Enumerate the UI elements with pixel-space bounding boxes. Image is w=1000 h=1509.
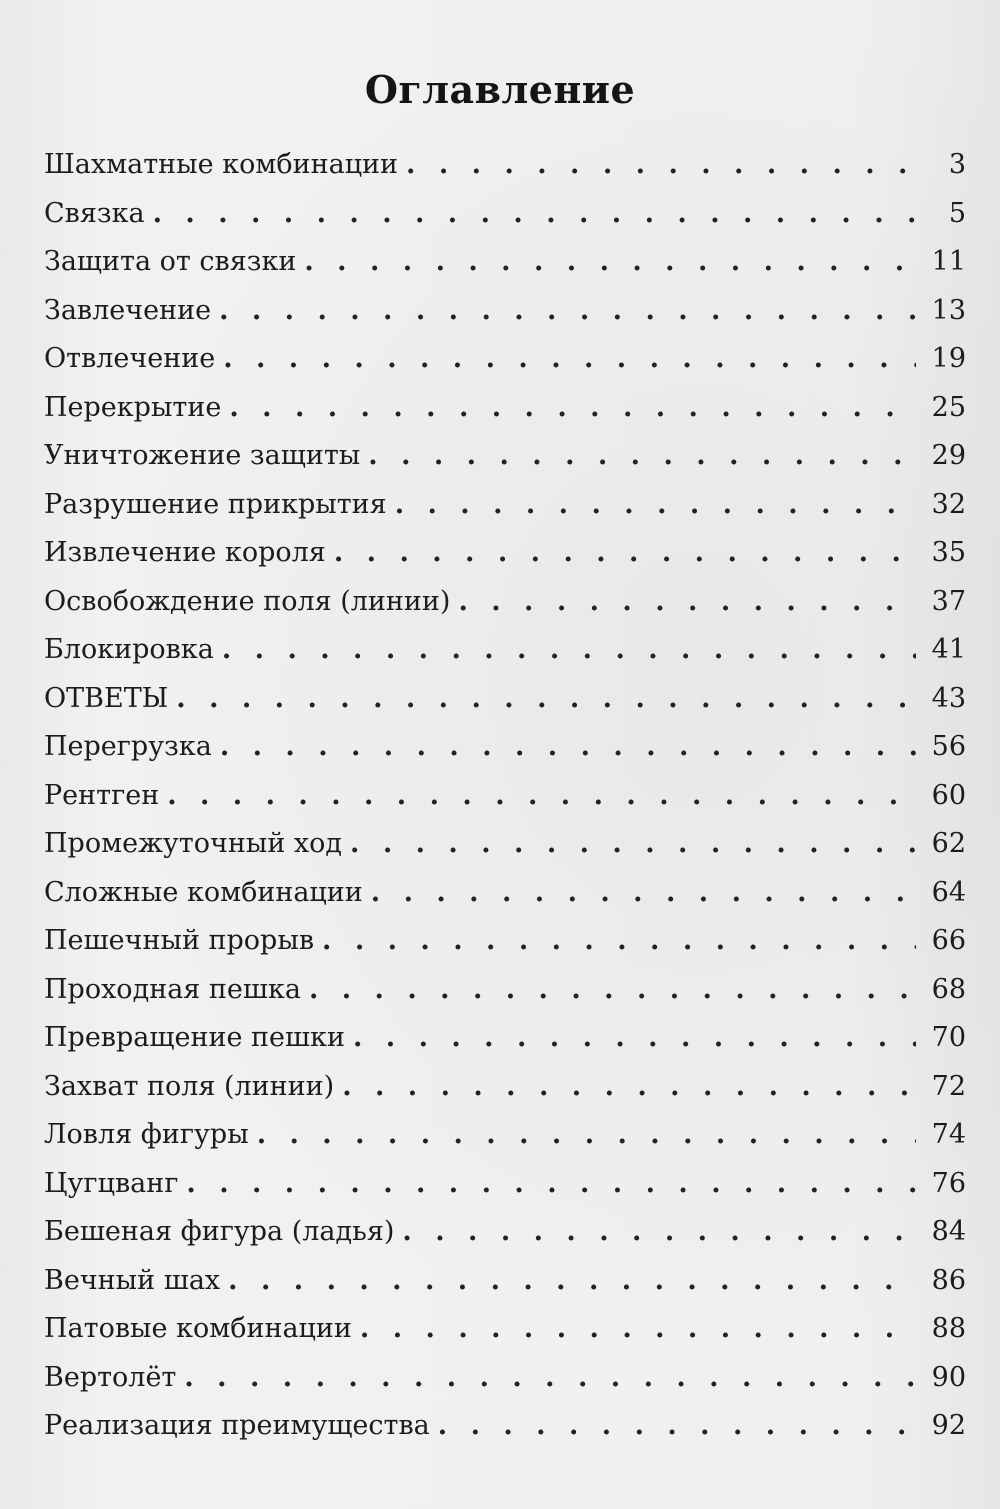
toc-entry [44,1354,966,1403]
toc-entry-page-number: 37 [931,585,966,617]
toc-entry [44,141,966,190]
table-of-contents [44,141,966,1451]
toc-entry [44,1257,966,1306]
toc-entry-page-number: 5 [948,197,966,229]
toc-entry-page-number: 3 [948,149,966,180]
dot-leader [219,287,916,335]
dot-leader [353,1014,916,1062]
dot-leader [368,432,916,480]
dot-leader [184,1354,916,1402]
toc-entry [44,1063,966,1112]
toc-entry-title: Отвлечение [44,343,216,374]
toc-entry-title: Перегрузка [44,731,212,762]
toc-entry [44,481,966,530]
toc-entry [44,1160,966,1209]
toc-entry-title: Перекрытие [44,391,222,423]
toc-entry-title: Ловля фигуры [44,1119,249,1150]
toc-entry [44,287,966,336]
toc-entry [44,190,966,239]
page-title: Оглавление [364,67,636,113]
toc-entry-page-number: 56 [931,731,966,762]
dot-leader [229,384,916,432]
toc-entry-page-number: 60 [931,779,966,811]
toc-entry [44,335,966,384]
toc-entry [44,917,966,966]
toc-entry-title: Пешечный прорыв [44,925,315,956]
toc-entry-page-number: 29 [931,440,966,471]
dot-leader [222,626,916,674]
dot-leader [406,141,916,189]
toc-entry-title: Цугцванг [44,1167,179,1199]
toc-entry [44,820,966,869]
dot-leader [304,238,916,286]
toc-entry [44,1014,966,1063]
toc-entry [44,772,966,821]
dot-leader [350,820,916,868]
dot-leader [167,772,916,820]
toc-entry-page-number: 66 [931,925,966,956]
toc-entry [44,626,966,675]
toc-entry-page-number: 35 [931,537,966,568]
toc-entry-title: Связка [44,197,145,229]
toc-entry-title: Реализация преимущества [44,1410,430,1441]
dot-leader [395,481,916,529]
toc-entry-page-number: 86 [931,1264,966,1296]
toc-entry-page-number: 74 [931,1119,966,1150]
toc-entry [44,1208,966,1257]
toc-entry-title: Освобождение поля (линии) [44,585,451,617]
toc-entry-page-number: 25 [931,391,966,423]
toc-entry [44,238,966,287]
toc-entry [44,966,966,1015]
toc-entry-page-number: 92 [931,1410,966,1441]
dot-leader [309,966,916,1014]
toc-entry-page-number: 88 [931,1313,966,1344]
toc-entry-title: Рентген [44,779,160,811]
dot-leader [322,917,916,965]
toc-entry-title: Превращение пешки [44,1022,345,1053]
toc-entry-title: Патовые комбинации [44,1313,352,1344]
toc-entry-page-number: 13 [931,294,966,326]
toc-entry-page-number: 11 [931,246,966,277]
dot-leader [223,335,916,383]
dot-leader [438,1402,916,1450]
dot-leader [220,723,916,771]
toc-entry-title: Проходная пешка [44,973,301,1005]
dot-leader [334,529,916,577]
toc-entry-title: Захват поля (линии) [44,1070,335,1102]
dot-leader [402,1208,916,1256]
toc-entry-title: Уничтожение защиты [44,440,361,471]
toc-entry-page-number: 32 [931,488,966,520]
toc-entry-page-number: 72 [931,1070,966,1102]
dot-leader [458,578,916,626]
toc-entry [44,723,966,772]
toc-entry-page-number: 68 [931,973,966,1005]
toc-entry [44,529,966,578]
toc-entry [44,675,966,724]
toc-entry [44,1402,966,1451]
toc-entry [44,1111,966,1160]
toc-entry [44,578,966,627]
toc-entry-title: Защита от связки [44,246,297,277]
toc-entry-page-number: 19 [931,343,966,374]
toc-entry-title: Извлечение короля [44,537,326,568]
toc-entry-title: Завлечение [44,294,212,326]
toc-entry-title: Блокировка [44,634,214,665]
toc-entry-title: Разрушение прикрытия [44,488,387,520]
dot-leader [186,1160,916,1208]
dot-leader [371,869,916,917]
dot-leader [176,675,916,723]
toc-entry-page-number: 64 [931,876,966,908]
dot-leader [257,1111,916,1159]
dot-leader [360,1305,916,1353]
toc-entry [44,869,966,918]
toc-entry-page-number: 76 [931,1167,966,1199]
toc-entry-page-number: 62 [931,828,966,859]
toc-entry-page-number: 70 [931,1022,966,1053]
toc-entry-title: Шахматные комбинации [44,149,399,180]
toc-entry-title: Вечный шах [44,1264,221,1296]
toc-entry-page-number: 90 [931,1361,966,1393]
toc-entry-title: Сложные комбинации [44,876,363,908]
toc-entry [44,432,966,481]
dot-leader [228,1257,916,1305]
toc-entry-title: ОТВЕТЫ [44,682,169,714]
toc-entry [44,1305,966,1354]
toc-entry-page-number: 84 [931,1216,966,1247]
toc-entry-title: Промежуточный ход [44,828,343,859]
toc-entry [44,384,966,433]
toc-entry-page-number: 43 [931,682,966,714]
toc-entry-title: Бешеная фигура (ладья) [44,1216,395,1247]
dot-leader [153,190,916,238]
toc-entry-page-number: 41 [931,634,966,665]
toc-entry-title: Вертолёт [44,1361,177,1393]
dot-leader [342,1063,916,1111]
